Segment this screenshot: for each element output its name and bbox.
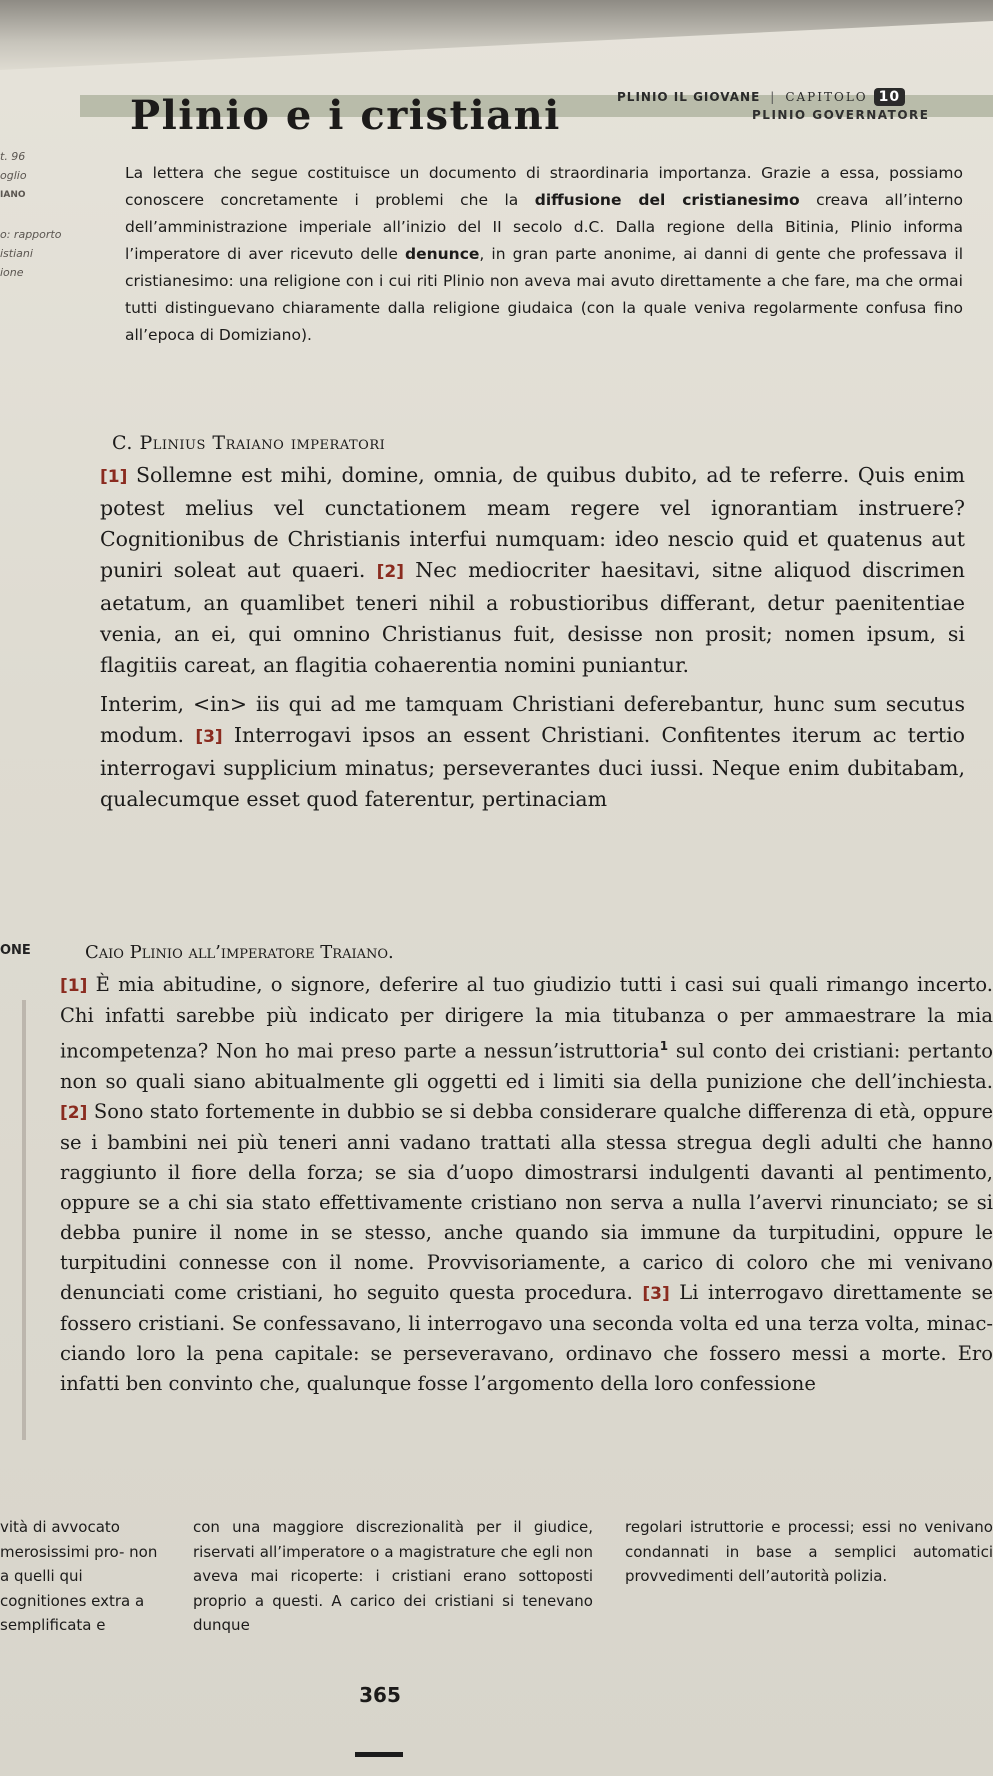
intro-bold-term: diffusione del cristianesimo [534, 191, 800, 209]
running-header [617, 86, 993, 108]
footnote-column-3 [625, 1515, 993, 1589]
paragraph-number: [1] [100, 467, 128, 487]
latin-text-run: Interim, <in> iis qui ad me tamquam Christiani deferebantur, hunc sum secutus modum. [100, 692, 965, 747]
margin-fragment: IANO [0, 190, 26, 200]
header-separator: | [770, 90, 776, 104]
italian-text-run: Li interrogavo direttamente se fossero cristiani. Se confessavano, li interrogavo una seconda volta ed una terza volta, minacciando loro la pena capitale: se perseveravano, ordinavo che fossero messi a morte. Ero infatti ben convinto che, qualunque fosse l’argomento della loro confessione [60, 1280, 993, 1395]
footnote-text: con una maggiore discrezionalità per il giudice, riservati all’imperatore o a magistrature che egli non aveva mai ricoperte: i cristiani erano sottoposti proprio a questi. A carico dei cristiani si tenevano dunque [193, 1518, 593, 1634]
latin-heading: C. Plinius Traiano imperatori [112, 432, 386, 454]
paragraph-number: [2] [60, 1102, 88, 1123]
footnote-text: vità di avvocato merosissimi pro- non a quelli qui cognitiones extra a semplificata e [0, 1518, 158, 1634]
latin-text [100, 460, 965, 823]
latin-paragraph [100, 460, 965, 681]
footnote-marker: 1 [659, 1039, 669, 1053]
paragraph-number: [3] [642, 1283, 670, 1304]
paragraph-number: [1] [60, 976, 88, 996]
latin-text-run: Interrogavi ipsos an essent Christiani. Confitentes iterum ac tertio interrogavi supplicium minatus; perseverantes duci iussi. Neque enim dubitabam, qualecumque esset quod faterentur, pertinaciam [100, 723, 965, 811]
author-label: PLINIO IL GIOVANE [617, 90, 761, 104]
intro-bold-term: denunce [405, 245, 480, 263]
page-number-underline [355, 1752, 403, 1757]
latin-text-run: Nec mediocriter haesitavi, sitne aliquod discrimen aetatum, an quamlibet teneri nihil a robustioribus differant, detur paenitentiae venia, an ei, qui omnino Christianus fuit, desisse non prosit; nomen ipsum, si flagitiis careat, an flagitia cohaerentia nomini puniantur. [100, 558, 965, 677]
footnotes-area [0, 1515, 993, 1640]
paragraph-number: [3] [195, 727, 223, 747]
footnote-column-2 [193, 1515, 593, 1638]
margin-fragment: o: rapporto [0, 228, 62, 241]
chapter-label: CAPITOLO [785, 90, 868, 104]
italian-text-run: sul conto dei cristiani: pertanto non so quali siano abitualmente gli oggetti ed i limiti sia della punizione che dell’inchiesta. [60, 1039, 993, 1093]
margin-fragment: ione [0, 266, 24, 279]
latin-text-run: Sollemne est mihi, domine, omnia, de quibus dubito, ad te referre. Quis enim potest melius vel cunctationem meam regere vel ignorantiam instruere? Cognitionibus de Christianis interfui numquam: ideo nescio quid et quatenus aut puniri soleat aut quaeri. [100, 463, 965, 582]
page-title: Plinio e i cristiani [130, 92, 561, 139]
facing-page-shadow [0, 0, 993, 70]
footnote-column-1 [0, 1515, 160, 1638]
intro-paragraph [125, 160, 963, 349]
translation-side-bar [22, 1000, 26, 1440]
italian-text-run: È mia abitudine, o signore, deferire al tuo giudizio tutti i casi sui quali rimango incerto. Chi infatti sarebbe più indicato per dirigere la mia titubanza o per ammaestrare la mia incompetenza? Non ho mai preso parte a nessun’istruttoria [60, 973, 993, 1063]
intro-text: La lettera che segue costituisce un documento di straordinaria importanza. Grazie a essa, possiamo conoscere concretamente i problemi che la [125, 164, 963, 209]
margin-fragment: oglio [0, 169, 27, 182]
latin-paragraph [100, 689, 965, 815]
intro-text: creava all’interno dell’amministrazione imperiale all’inizio del II secolo d.C. Dalla regione della Bitinia, Plinio informa l’imperatore di aver ricevuto delle [125, 191, 964, 263]
italian-heading: Caio Plinio all’imperatore Traiano. [85, 942, 394, 963]
italian-text-run: Sono stato fortemente in dubbio se si debba considerare qualche differenza di età, oppure se i bambini nei più teneri anni vadano trattati alla stessa stregua degli adulti che hanno raggiunto il fiore della forza; se sia d’uopo dimostrarsi indulgenti davanti al pentimento, oppure se a chi sia stato effettivamente cristiano non serva a nulla l’avervi rinunciato; se si debba punire il nome in se stesso, anche quando sia immune da turpitudini, oppure le turpitudini connesse con il nome. Provvisoriamente, a carico di coloro che mi venivano denunciati come cristiani, ho seguito questa procedura. [60, 1099, 993, 1304]
paragraph-number: [2] [376, 562, 405, 582]
chapter-number-badge: 10 [874, 88, 905, 106]
left-margin-fragments [0, 150, 80, 285]
page-number: 365 [359, 1683, 401, 1707]
footnote-text: regolari istruttorie e processi; essi no venivano condannati in base a semplici automatici provvedimenti dell’autorità polizia. [625, 1518, 993, 1585]
margin-fragment: t. 96 [0, 150, 26, 163]
subsection-label: PLINIO GOVERNATORE [752, 108, 930, 122]
italian-paragraph [60, 970, 993, 1399]
section-side-label: ONE [0, 943, 31, 958]
italian-translation [60, 970, 993, 1399]
intro-text: , in gran parte anonime, ai danni di gente che professava il cristianesimo: una religione con i cui riti Plinio non aveva mai avuto direttamente a che fare, ma che ormai tutti distinguevano chiaramente dalla religione giudaica (con la quale veniva regolarmente confusa fino all’epoca di Domiziano). [125, 245, 963, 344]
margin-fragment: istiani [0, 247, 33, 260]
